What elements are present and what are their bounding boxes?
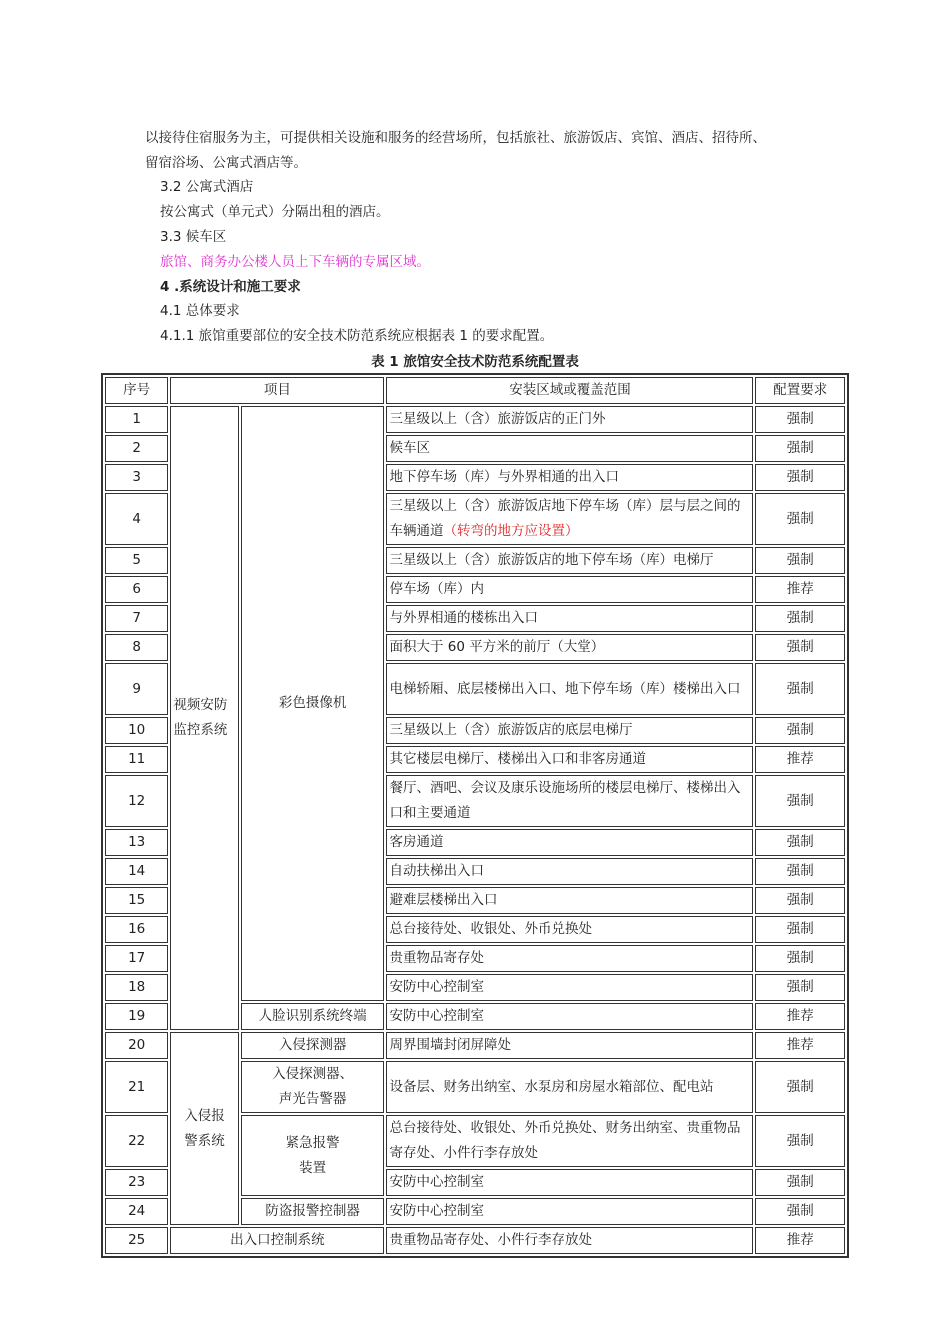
intro-line-2: 留宿浴场、公寓式酒店等。 <box>145 155 307 171</box>
row-req: 强制 <box>755 634 845 661</box>
row-no: 3 <box>105 464 168 491</box>
row-area: 安防中心控制室 <box>386 1198 753 1225</box>
group-face: 人脸识别系统终端 <box>241 1003 385 1030</box>
table-row <box>105 406 845 433</box>
row-no: 21 <box>105 1061 168 1113</box>
row-area: 贵重物品寄存处、小件行李存放处 <box>386 1227 753 1254</box>
row-no: 11 <box>105 746 168 773</box>
row-no: 6 <box>105 576 168 603</box>
table-header-row <box>105 377 845 404</box>
row-area: 周界围墙封闭屏障处 <box>386 1032 753 1059</box>
row-no: 25 <box>105 1227 168 1254</box>
table-row <box>105 1032 845 1059</box>
row-area: 安防中心控制室 <box>386 974 753 1001</box>
row-area: 地下停车场（库）与外界相通的出入口 <box>386 464 753 491</box>
row-req: 强制 <box>755 858 845 885</box>
row-no: 23 <box>105 1169 168 1196</box>
row-area: 三星级以上（含）旅游饭店的正门外 <box>386 406 753 433</box>
row-no: 17 <box>105 945 168 972</box>
row-req: 强制 <box>755 916 845 943</box>
row-no: 2 <box>105 435 168 462</box>
row-req: 推荐 <box>755 1003 845 1030</box>
row-area: 客房通道 <box>386 829 753 856</box>
section-3-2-title: 3.2 公寓式酒店 <box>160 179 254 195</box>
row-req: 强制 <box>755 829 845 856</box>
row-area: 候车区 <box>386 435 753 462</box>
row-no: 19 <box>105 1003 168 1030</box>
section-4-1-1-text: 4.1.1 旅馆重要部位的安全技术防范系统应根据表 1 的要求配置。 <box>160 328 554 344</box>
row-no: 10 <box>105 717 168 744</box>
row-no: 8 <box>105 634 168 661</box>
row-req: 推荐 <box>755 1032 845 1059</box>
header-req: 配置要求 <box>755 377 845 404</box>
header-area: 安装区域或覆盖范围 <box>386 377 753 404</box>
section-4-1-title: 4.1 总体要求 <box>160 303 240 319</box>
row-no: 18 <box>105 974 168 1001</box>
row-req: 强制 <box>755 1198 845 1225</box>
row-area: 三星级以上（含）旅游饭店的底层电梯厅 <box>386 717 753 744</box>
row-no: 20 <box>105 1032 168 1059</box>
section-4-title: 4 .系统设计和施工要求 <box>160 279 301 295</box>
row-no: 12 <box>105 775 168 827</box>
table-row <box>105 1227 845 1254</box>
group-emergency: 紧急报警装置 <box>241 1115 385 1196</box>
row-no: 16 <box>105 916 168 943</box>
row-req: 推荐 <box>755 576 845 603</box>
row-area: 设备层、财务出纳室、水泵房和房屋水箱部位、配电站 <box>386 1061 753 1113</box>
row-req: 强制 <box>755 406 845 433</box>
row-area: 与外界相通的楼栋出入口 <box>386 605 753 632</box>
row-req: 强制 <box>755 663 845 715</box>
group-video: 视频安防监控系统 <box>170 406 238 1030</box>
row-area-text: 三星级以上（含）旅游饭店地下停车场（库）层与层之间的车辆通道 <box>389 498 741 539</box>
row-area: 安防中心控制室 <box>386 1169 753 1196</box>
row-area: 三星级以上（含）旅游饭店的地下停车场（库）电梯厅 <box>386 547 753 574</box>
row-no: 15 <box>105 887 168 914</box>
row-no: 13 <box>105 829 168 856</box>
row-area: 自动扶梯出入口 <box>386 858 753 885</box>
table-caption: 表 1 旅馆安全技术防范系统配置表 <box>371 354 579 370</box>
row-area: 面积大于 60 平方米的前厅（大堂） <box>386 634 753 661</box>
row-area: 总台接待处、收银处、外币兑换处 <box>386 916 753 943</box>
row-area <box>386 493 753 545</box>
group-detector: 入侵探测器 <box>241 1032 385 1059</box>
row-area: 避难层楼梯出入口 <box>386 887 753 914</box>
group-camera: 彩色摄像机 <box>241 406 385 1001</box>
group-access: 出入口控制系统 <box>170 1227 384 1254</box>
row-no: 1 <box>105 406 168 433</box>
section-3-3-title: 3.3 候车区 <box>160 229 227 245</box>
group-alarm: 入侵报警系统 <box>170 1032 238 1225</box>
row-area: 安防中心控制室 <box>386 1003 753 1030</box>
row-no: 7 <box>105 605 168 632</box>
row-no: 4 <box>105 493 168 545</box>
section-3-3-text: 旅馆、商务办公楼人员上下车辆的专属区域。 <box>160 254 430 270</box>
row-area-note: （转弯的地方应设置） <box>443 523 579 539</box>
row-req: 强制 <box>755 974 845 1001</box>
row-area: 贵重物品寄存处 <box>386 945 753 972</box>
row-no: 14 <box>105 858 168 885</box>
row-area: 其它楼层电梯厅、楼梯出入口和非客房通道 <box>386 746 753 773</box>
row-req: 强制 <box>755 464 845 491</box>
row-req: 强制 <box>755 887 845 914</box>
row-req: 强制 <box>755 945 845 972</box>
row-no: 24 <box>105 1198 168 1225</box>
config-table <box>101 373 849 1258</box>
row-req: 强制 <box>755 547 845 574</box>
row-no: 5 <box>105 547 168 574</box>
header-item: 项目 <box>170 377 384 404</box>
intro-line-1: 以接待住宿服务为主，可提供相关设施和服务的经营场所，包括旅社、旅游饭店、宾馆、酒店、招待所、 <box>145 130 766 146</box>
row-req: 推荐 <box>755 1227 845 1254</box>
group-detector-sound: 入侵探测器、声光告警器 <box>241 1061 385 1113</box>
row-area: 电梯轿厢、底层楼梯出入口、地下停车场（库）楼梯出入口 <box>386 663 753 715</box>
row-area: 停车场（库）内 <box>386 576 753 603</box>
row-req: 强制 <box>755 493 845 545</box>
header-no: 序号 <box>105 377 168 404</box>
row-req: 强制 <box>755 1169 845 1196</box>
row-req: 强制 <box>755 717 845 744</box>
row-no: 22 <box>105 1115 168 1167</box>
row-area: 餐厅、酒吧、会议及康乐设施场所的楼层电梯厅、楼梯出入口和主要通道 <box>386 775 753 827</box>
row-req: 强制 <box>755 605 845 632</box>
row-req: 强制 <box>755 1115 845 1167</box>
row-no: 9 <box>105 663 168 715</box>
section-3-2-text: 按公寓式（单元式）分隔出租的酒店。 <box>160 204 390 220</box>
row-area: 总台接待处、收银处、外币兑换处、财务出纳室、贵重物品寄存处、小件行李存放处 <box>386 1115 753 1167</box>
row-req: 强制 <box>755 435 845 462</box>
group-controller: 防盗报警控制器 <box>241 1198 385 1225</box>
row-req: 强制 <box>755 775 845 827</box>
row-req: 强制 <box>755 1061 845 1113</box>
row-req: 推荐 <box>755 746 845 773</box>
